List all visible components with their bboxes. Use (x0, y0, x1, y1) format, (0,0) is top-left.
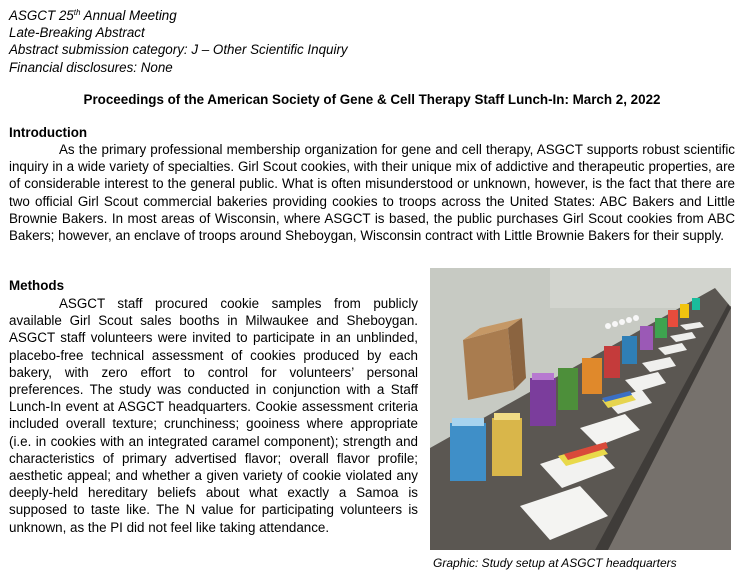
submission-category: Abstract submission category: J – Other Scientific Inquiry (9, 42, 348, 58)
meeting-line: ASGCT 25th Annual Meeting (9, 8, 177, 23)
introduction-body: As the primary professional membership organization for gene and cell therapy, ASGCT supports robust scientific inquiry in a wide variety of specialties. Girl Scout cookies, with their unique mix of addictive and therapeutic properties, are of considerable interest to the general public. What is often misunderstood or unknown, however, is the fact that there are two official Girl Scout commercial bakeries providing cookies to troops across the United States: ABC Bakers and Little Brownie Bakers. In most areas of Wisconsin, where ASGCT is based, the public purchases Girl Scout cookies from ABC Bakers; however, an enclave of troops around Sheboygan, Wisconsin contract with Little Brownie Bakers for their supply. (9, 142, 735, 244)
methods-heading: Methods (9, 278, 65, 293)
abstract-type: Late-Breaking Abstract (9, 25, 145, 41)
page-title: Proceedings of the American Society of Gene & Cell Therapy Staff Lunch-In: March 2, 2022 (83, 92, 661, 107)
financial-disclosures: Financial disclosures: None (9, 59, 173, 75)
abstract-header (9, 7, 348, 76)
study-setup-photo (430, 268, 731, 550)
figure-caption: Graphic: Study setup at ASGCT headquarters (433, 556, 677, 570)
methods-body: ASGCT staff procured cookie samples from publicly available Girl Scout sales booths in Milwaukee and Sheboygan. ASGCT staff volunteers were invited to participate in an unblinded, placebo-free technical assessment of cookies produced by each bakery, with zero effort to control for volunteers’ personal preferences. The study was conducted in conjunction with a Staff Lunch-In event at ASGCT headquarters. Cookie assessment criteria included overall texture; crunchiness; gooiness where appropriate (i.e. in cookies with an integrated caramel component); strength and characteristics of primary advertised flavor; overall flavor profile; aesthetic appeal; and whether a given variety of cookie violated any deeply-held hereditary beliefs about what exactly a Samoa is supposed to taste like. The N value for participating volunteers is unknown, as the PI did not feel like taking attendance. (9, 296, 418, 535)
introduction-heading: Introduction (9, 125, 88, 140)
